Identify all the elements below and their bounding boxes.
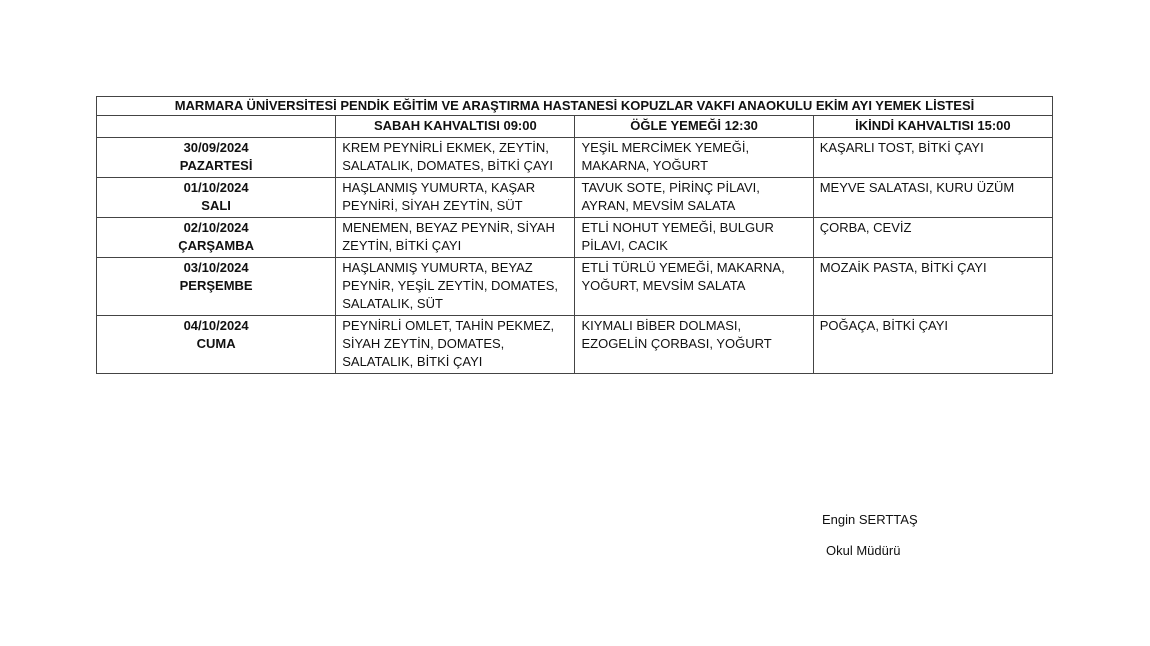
lunch-cell: YEŞİL MERCİMEK YEMEĞİ, MAKARNA, YOĞURT [575,138,813,178]
lunch-cell: ETLİ TÜRLÜ YEMEĞİ, MAKARNA, YOĞURT, MEVSİM SALATA [575,258,813,316]
snack-cell: ÇORBA, CEVİZ [813,218,1052,258]
date: 03/10/2024 [183,260,249,275]
date-cell [97,138,336,178]
date: 01/10/2024 [183,180,249,195]
day-name: SALI [201,198,231,213]
date-cell [97,178,336,218]
table-row [97,218,1053,258]
table-row [97,258,1053,316]
day-name: PAZARTESİ [179,158,253,173]
lunch-cell: TAVUK SOTE, PİRİNÇ PİLAVI, AYRAN, MEVSİM SALATA [575,178,813,218]
date-cell [97,316,336,374]
lunch-cell: KIYMALI BİBER DOLMASI, EZOGELİN ÇORBASI, YOĞURT [575,316,813,374]
lunch-cell: ETLİ NOHUT YEMEĞİ, BULGUR PİLAVI, CACIK [575,218,813,258]
breakfast-cell: HAŞLANMIŞ YUMURTA, KAŞAR PEYNİRİ, SİYAH ZEYTİN, SÜT [336,178,575,218]
table-row [97,138,1053,178]
signature-name: Engin SERTTAŞ [822,512,918,527]
breakfast-cell: KREM PEYNİRLİ EKMEK, ZEYTİN, SALATALIK, DOMATES, BİTKİ ÇAYI [336,138,575,178]
breakfast-cell: PEYNİRLİ OMLET, TAHİN PEKMEZ, SİYAH ZEYTİN, DOMATES, SALATALIK, BİTKİ ÇAYI [336,316,575,374]
day-name: CUMA [196,336,236,351]
day-name: ÇARŞAMBA [178,238,255,253]
column-header-lunch: ÖĞLE YEMEĞİ 12:30 [575,116,813,138]
snack-cell: MEYVE SALATASI, KURU ÜZÜM [813,178,1052,218]
document-title: MARMARA ÜNİVERSİTESİ PENDİK EĞİTİM VE ARAŞTIRMA HASTANESİ KOPUZLAR VAKFI ANAOKULU EKİM AYI YEMEK LİSTESİ [97,97,1053,116]
snack-cell: MOZAİK PASTA, BİTKİ ÇAYI [813,258,1052,316]
signature-title: Okul Müdürü [826,543,901,558]
breakfast-cell: HAŞLANMIŞ YUMURTA, BEYAZ PEYNİR, YEŞİL ZEYTİN, DOMATES, SALATALIK, SÜT [336,258,575,316]
breakfast-cell: MENEMEN, BEYAZ PEYNİR, SİYAH ZEYTİN, BİTKİ ÇAYI [336,218,575,258]
meal-menu-table [96,96,1053,374]
snack-cell: KAŞARLI TOST, BİTKİ ÇAYI [813,138,1052,178]
date: 02/10/2024 [183,220,249,235]
table-row [97,178,1053,218]
column-header-breakfast: SABAH KAHVALTISI 09:00 [336,116,575,138]
date: 04/10/2024 [183,318,249,333]
column-header-date [97,116,336,138]
date: 30/09/2024 [183,140,249,155]
date-cell [97,218,336,258]
column-header-snack: İKİNDİ KAHVALTISI 15:00 [813,116,1052,138]
date-cell [97,258,336,316]
snack-cell: POĞAÇA, BİTKİ ÇAYI [813,316,1052,374]
header-row [97,116,1053,138]
title-row [97,97,1053,116]
table-row [97,316,1053,374]
day-name: PERŞEMBE [179,278,253,293]
